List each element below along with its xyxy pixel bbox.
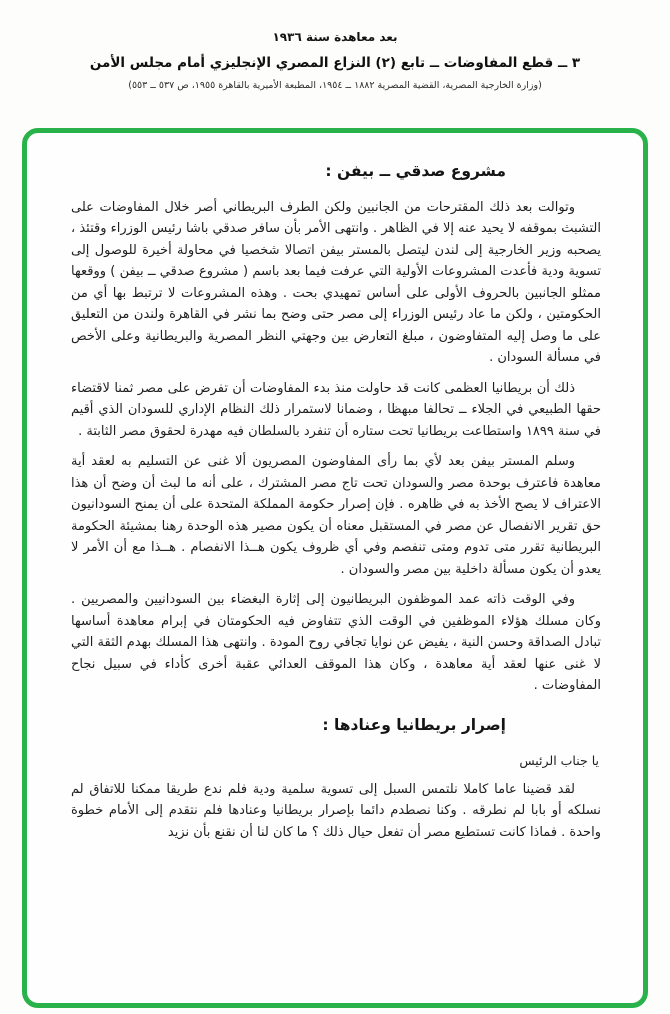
header-title-line: ٣ ــ قطع المفاوضات ــ تابع (٢) النزاع المصري الإنجليزي أمام مجلس الأمن	[89, 55, 581, 71]
document-body	[71, 161, 601, 843]
header-context-line: بعد معاهدة سنة ١٩٣٦	[272, 30, 398, 44]
paragraph-1: وتوالت بعد ذلك المقترحات من الجانبين ولكن الطرف البريطاني أصر خلال المفاوضات على التشبث بموقفه لا يحيد عنه إلا في الظاهر . وانتهى الأمر بأن سافر صدقي باشا رئيس الوزراء وقتئذ ، يصحبه وزير الخارجية إلى لندن ليتصل بالمستر بيفن اتصالا شخصيا في محاولة أخيرة للوصول إلى تسوية ودية فأعدت المشروعات الأولية التي عرفت فيما بعد باسم ( مشروع صدقي ــ بيفن ) ووقعها ممثلو الجانبين بالحروف الأولى على أساس تمهيدي بحت . وهذه المشروعات لا ترتبط بها أي من الحكومتين ، ولكن ما عاد رئيس الوزراء إلى مصر حتى وضح بما نشر في القاهرة ولندن من التعليق على ما وصل إليه المتفاوضون ، مبلغ التعارض بين وجهتي النظر المصرية والبريطانية وعلى الأخص في مسألة السودان .	[71, 199, 601, 365]
section-heading-britain-insistence: إصرار بريطانيا وعنادها :	[322, 715, 506, 734]
paragraph-5: لقد قضينا عاما كاملا نلتمس السبل إلى تسوية سلمية ودية فلم ندع طريقا ممكنا للاتفاق لم نسلكه أو بابا لم نطرقه . وكنا نصطدم دائما بإصرار بريطانيا وعنادها فلم نتقدم إلى الأمام خطوة واحدة . فماذا كانت تستطيع مصر أن تفعل حيال ذلك ؟ ما كان لنا أن نقنع بأن نزيد	[71, 781, 601, 840]
header-source-citation: (وزارة الخارجية المصرية، القضية المصرية ١٨٨٢ ــ ١٩٥٤، المطبعة الأميرية بالقاهرة ١٩٥٥، ص ٥٣٧ ــ ٥٥٣)	[128, 80, 542, 91]
document-header	[0, 0, 670, 91]
paragraph-4: وفي الوقت ذاته عمد الموظفون البريطانيون إلى إثارة البغضاء بين السودانيين والمصريين . وكان مسلك هؤلاء الموظفين في الوقت الذي تتفاوض فيه الحكومتان في إبرام معاهدة أساسها تبادل الصداقة وحسن النية ، يفيض عن نوايا تجافي روح المودة . وانتهى هذا المسلك بهدم الثقة التي لا غنى عنها لعقد أية معاهدة ، وكان هذا الموقف العدائي عقبة أخرى كأداء في سبيل نجاح المفاوضات .	[71, 592, 601, 693]
salutation-line: يا جناب الرئيس	[519, 753, 599, 768]
paragraph-2: ذلك أن بريطانيا العظمى كانت قد حاولت منذ بدء المفاوضات أن تفرض على مصر ثمنا لاقتضاء حقها الطبيعي في الجلاء ــ تحالفا مبهظا ، وضمانا لاستمرار ذلك النظام الإداري للسودان الذي أقيم في سنة ١٨٩٩ واستطاعت بريطانيا تحت ستاره أن تنفرد بالسلطان فيه مهدرة لحقوق مصر الثابتة .	[71, 380, 601, 439]
paragraph-3: وسلم المستر بيفن بعد لأي بما رأى المفاوضون المصريون ألا غنى عن التسليم به لعقد أية معاهدة فاعترف بوحدة مصر والسودان تحت تاج مصر المشترك ، على أنه ما لبث أن وضح أن هذا الاعتراف لا يصح الأخذ به في ظاهره . فإن إصرار حكومة المملكة المتحدة على أن يمنح السودانيون حق تقرير الانفصال عن مصر في المستقبل معناه أن يكون مصير هذه الوحدة رهنا بمشيئة الحكومة البريطانية تقرر متى تدوم ومتى تنفصم وفي أي ظروف يكون هــذا الانفصام . هــذا مع أن الأمر لا يعدو أن يكون مسألة داخلية بين مصر والسودان .	[71, 454, 601, 577]
section-heading-sidqi-bevin: مشروع صدقي ــ بيفن :	[325, 162, 506, 180]
scanned-page-frame	[22, 128, 648, 1008]
